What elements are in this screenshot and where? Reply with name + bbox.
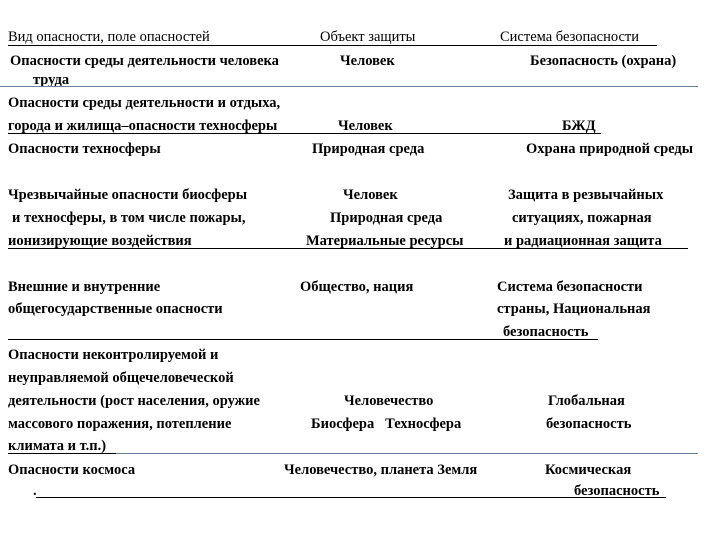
row1-danger-line1: Опасности среды деятельности человека <box>10 53 279 69</box>
row4-danger-line1: Чрезвычайные опасности биосферы <box>8 187 248 203</box>
row6-danger-line5: климата и т.п.) <box>8 438 107 454</box>
row6-danger-line2: неуправляемой общечеловеческой <box>8 370 234 386</box>
row3-danger: Опасности техносферы <box>8 141 161 157</box>
row6-system-line2: безопасность <box>546 416 632 432</box>
row6-danger-line1: Опасности неконтролируемой и <box>8 347 219 363</box>
header-danger-type: Вид опасности, поле опасностей <box>8 29 210 45</box>
row5-object: Общество, нация <box>300 279 414 295</box>
row7-danger: Опасности космоса <box>8 462 136 478</box>
row6-system-line1: Глобальная <box>548 393 625 409</box>
row6-divider <box>8 453 116 454</box>
row1-danger-line2: труда <box>33 72 70 88</box>
row6-danger-line3: деятельности (рост населения, оружие <box>8 393 260 409</box>
row7-system-line1: Космическая <box>545 462 632 478</box>
row1-object: Человек <box>340 53 395 69</box>
row5-system-line3: безопасность <box>503 324 589 340</box>
row7-system-line2: безопасность <box>574 483 660 499</box>
row5-danger-line1: Внешние и внутренние <box>8 279 161 295</box>
row3-system: Охрана природной среды <box>526 141 694 157</box>
row2-system: БЖД <box>562 118 596 134</box>
row4-object-line2: Природная среда <box>330 210 443 226</box>
row2-danger-line2: города и жилища–опасности техносферы <box>8 118 278 134</box>
header-underline <box>8 45 657 46</box>
row1-system: Безопасность (охрана) <box>530 53 677 69</box>
row5-divider <box>8 339 598 340</box>
row4-system-line2: ситуациях, пожарная <box>512 210 652 226</box>
row6-object-line1: Человечество <box>344 393 434 409</box>
row5-danger-line2: общегосударственные опасности <box>8 301 223 317</box>
row5-system-line2: страны, Национальная <box>497 301 651 317</box>
row2-divider <box>8 133 601 134</box>
row3-object: Природная среда <box>312 141 425 157</box>
row4-object-line1: Человек <box>343 187 398 203</box>
row6-danger-line4: массового поражения, потепление <box>8 416 232 432</box>
row5-system-line1: Система безопасности <box>497 279 643 295</box>
row1-divider <box>0 86 698 87</box>
row6-divider-right <box>116 453 698 454</box>
row7-divider <box>36 497 666 498</box>
row4-system-line1: Защита в резвычайных <box>508 187 664 203</box>
row7-object: Человечество, планета Земля <box>284 462 478 478</box>
row4-danger-line2: и техносферы, в том числе пожары, <box>12 210 246 226</box>
row4-system-line3: и радиационная защита <box>504 233 662 249</box>
header-protection-object: Объект защиты <box>320 29 416 45</box>
row4-object-line3: Материальные ресурсы <box>306 233 464 249</box>
row4-danger-line3: ионизирующие воздействия <box>8 233 192 249</box>
row6-object-line2: Биосфера Техносфера <box>311 416 462 432</box>
row4-divider <box>8 248 688 249</box>
header-safety-system: Система безопасности <box>500 29 640 45</box>
row7-danger-dot: . <box>33 483 37 499</box>
row2-danger-line1: Опасности среды деятельности и отдыха, <box>8 95 281 111</box>
row2-object: Человек <box>338 118 393 134</box>
